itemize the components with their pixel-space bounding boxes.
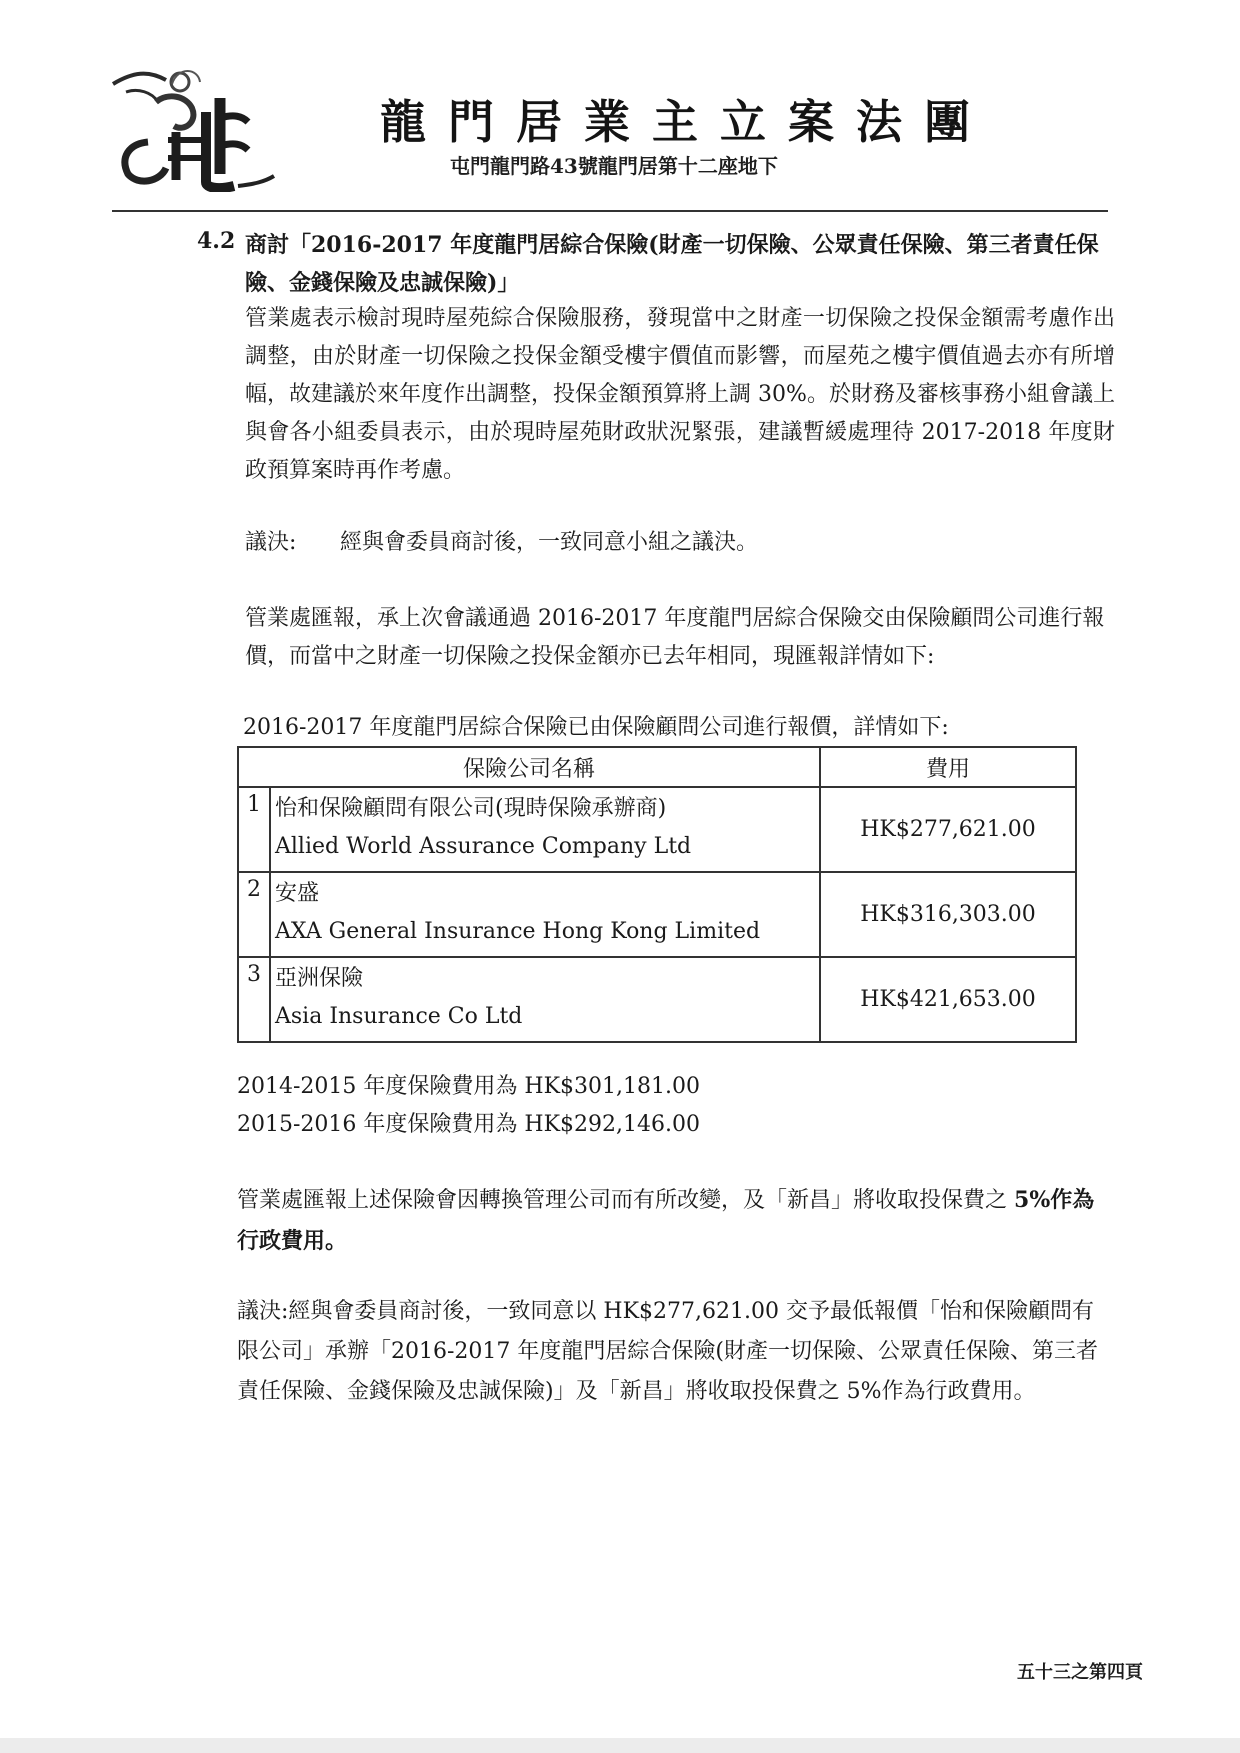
header-company-name: 保險公司名稱 bbox=[238, 747, 820, 787]
company-name-en: Allied World Assurance Company Ltd bbox=[275, 834, 692, 859]
premium-history-line: 2014-2015 年度保險費用為 HK$301,181.00 bbox=[237, 1074, 700, 1099]
company-name-zh: 怡和保險顧問有限公司(現時保險承辦商) bbox=[275, 796, 667, 821]
table-row bbox=[238, 957, 1076, 1042]
header-divider bbox=[112, 210, 1108, 212]
table-caption: 2016-2017 年度龍門居綜合保險已由保險顧問公司進行報價，詳情如下: bbox=[243, 715, 949, 740]
page-number: 五十三之第四頁 bbox=[1017, 1662, 1143, 1683]
header-fee: 費用 bbox=[820, 747, 1076, 787]
company-name-en: Asia Insurance Co Ltd bbox=[275, 1004, 523, 1029]
admin-fee-paragraph bbox=[237, 1180, 1107, 1262]
company-name-cell bbox=[270, 957, 820, 1042]
row-number: 2 bbox=[238, 872, 270, 957]
admin-fee-percentage: 5%作為行政費用。 bbox=[237, 1187, 1095, 1254]
insurance-quotes-table bbox=[237, 746, 1077, 1043]
table-row bbox=[238, 787, 1076, 872]
scan-bottom-edge bbox=[0, 1738, 1240, 1753]
section-title: 商討「2016-2017 年度龍門居綜合保險(財產一切保險、公眾責任保險、第三者責任保險、金錢保險及忠誠保險)」 bbox=[245, 232, 1099, 296]
table-header-row bbox=[238, 747, 1076, 787]
organization-address: 屯門龍門路43號龍門居第十二座地下 bbox=[450, 154, 778, 178]
fee-cell: HK$421,653.00 bbox=[820, 957, 1076, 1042]
company-name-zh: 安盛 bbox=[275, 881, 320, 906]
company-name-en: AXA General Insurance Hong Kong Limited bbox=[275, 919, 761, 944]
company-name-cell bbox=[270, 872, 820, 957]
company-name-zh: 亞洲保險 bbox=[275, 966, 364, 991]
section-paragraph: 管業處表示檢討現時屋苑綜合保險服務，發現當中之財產一切保險之投保金額需考慮作出調整，由於財產一切保險之投保金額受樓宇價值而影響，而屋苑之樓宇價值過去亦有所增幅，故建議於來年度作出調整，投保金額預算將上調 30%。於財務及審核事務小組會議上與會各小組委員表示，由於現時屋苑財政狀況緊張，建議暫緩處理待 2017-2018 年度財政預算案時再作考慮。 bbox=[245, 306, 1115, 483]
row-number: 1 bbox=[238, 787, 270, 872]
organization-name: 龍門居業主立案法團 bbox=[380, 95, 992, 149]
company-name-cell bbox=[270, 787, 820, 872]
row-number: 3 bbox=[238, 957, 270, 1042]
resolution-1 bbox=[245, 526, 759, 560]
premium-history-line: 2015-2016 年度保險費用為 HK$292,146.00 bbox=[237, 1112, 700, 1137]
section-number: 4.2 bbox=[197, 228, 236, 254]
resolution-1-text: 經與會委員商討後，一致同意小組之議決。 bbox=[340, 530, 759, 555]
admin-fee-text: 管業處匯報上述保險會因轉換管理公司而有所改變，及「新昌」將收取投保費之 bbox=[237, 1188, 1008, 1213]
fee-cell: HK$316,303.00 bbox=[820, 872, 1076, 957]
premium-history bbox=[237, 1068, 700, 1144]
table-row bbox=[238, 872, 1076, 957]
resolution-1-label: 議決: bbox=[245, 530, 297, 555]
fee-cell: HK$277,621.00 bbox=[820, 787, 1076, 872]
dragon-logo-icon bbox=[108, 62, 278, 192]
resolution-2: 議決:經與會委員商討後，一致同意以 HK$277,621.00 交予最低報價「怡和保險顧問有限公司」承辦「2016-2017 年度龍門居綜合保險(財產一切保險、公眾責任保險、第三者責任保險、金錢保險及忠誠保險)」及「新昌」將收取投保費之 5%作為行政費用。 bbox=[237, 1299, 1098, 1404]
report-paragraph: 管業處匯報，承上次會議通過 2016-2017 年度龍門居綜合保險交由保險顧問公司進行報價，而當中之財產一切保險之投保金額亦已去年相同，現匯報詳情如下: bbox=[245, 606, 1105, 669]
